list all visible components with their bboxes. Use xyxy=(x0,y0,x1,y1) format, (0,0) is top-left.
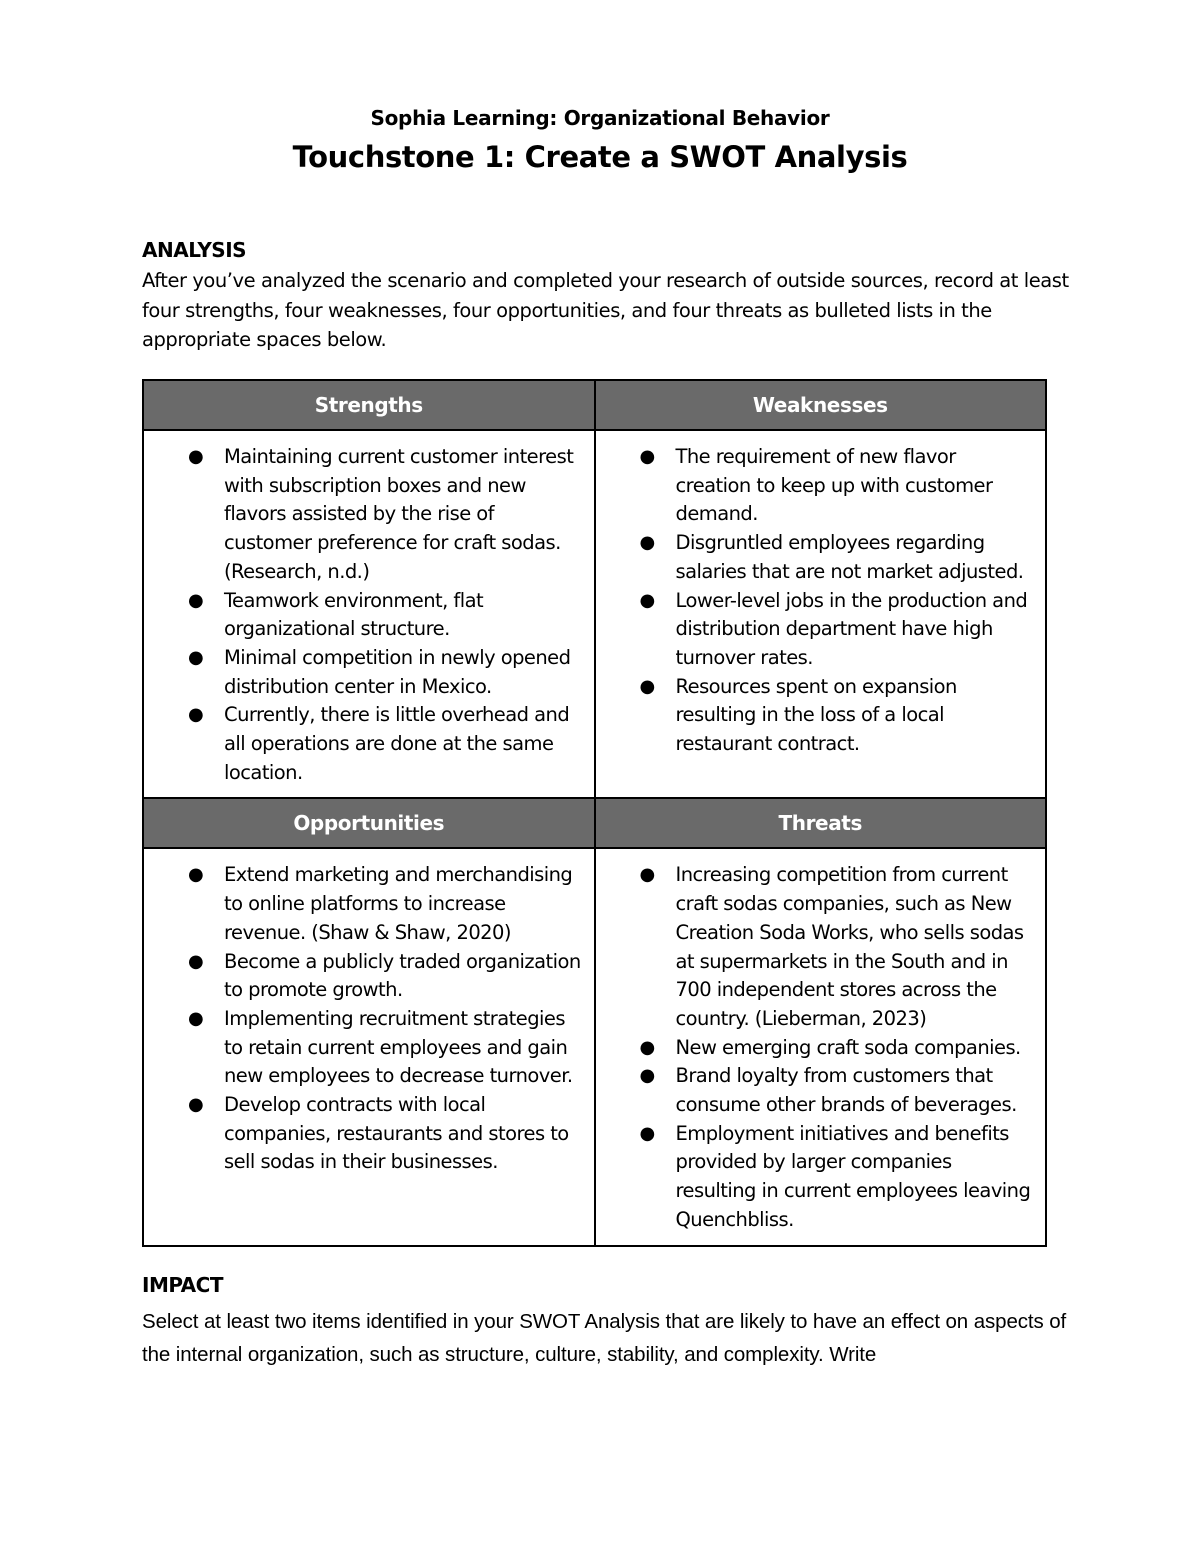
threat-text: Increasing competition from current craft sodas companies, such as New Creation Soda Works, who sells sodas at supermarkets in the South and in 700 independent stores across the country. (Lieberman, 2023) xyxy=(675,863,1024,1030)
opportunities-header: Opportunities xyxy=(143,798,595,848)
weaknesses-header: Weaknesses xyxy=(595,380,1047,430)
threats-cell xyxy=(595,848,1047,1245)
list-item xyxy=(188,1005,584,1091)
list-item xyxy=(188,701,584,787)
weakness-text: Disgruntled employees regarding salaries that are not market adjusted. xyxy=(675,531,1024,583)
list-item xyxy=(639,1120,1036,1235)
bullet-icon: ● xyxy=(639,589,655,611)
strength-text: Minimal competition in newly opened distribution center in Mexico. xyxy=(224,645,571,698)
weaknesses-list xyxy=(596,443,1036,759)
list-item xyxy=(188,644,584,701)
bullet-icon: ● xyxy=(639,1122,655,1144)
list-item xyxy=(639,529,1036,586)
bullet-icon: ● xyxy=(188,950,204,972)
bullet-icon: ● xyxy=(639,532,655,554)
bullet-icon: ● xyxy=(188,646,204,668)
bullet-icon: ● xyxy=(639,864,655,886)
document-title: Touchstone 1: Create a SWOT Analysis xyxy=(292,140,908,174)
threat-text: Employment initiatives and benefits provided by larger companies resulting in current employees leaving Quenchbliss. xyxy=(675,1121,1031,1231)
opportunity-text: Develop contracts with local companies, restaurants and stores to sell sodas in their businesses. xyxy=(224,1093,569,1174)
threat-text: New emerging craft soda companies. xyxy=(675,1035,1021,1059)
threat-text: Brand loyalty from customers that consume other brands of beverages. xyxy=(675,1064,1017,1117)
list-item xyxy=(188,948,584,1005)
list-item xyxy=(188,861,584,947)
strength-text: Currently, there is little overhead and all operations are done at the same location. xyxy=(224,703,570,784)
bullet-icon: ● xyxy=(639,446,655,467)
opportunity-text: Become a publicly traded organization to promote growth. xyxy=(224,949,581,1002)
opportunity-text: Implementing recruitment strategies to retain current employees and gain new employees to decrease turnover. xyxy=(224,1006,573,1088)
impact-heading: IMPACT xyxy=(142,1273,223,1297)
weakness-text: The requirement of new flavor creation to keep up with customer demand. xyxy=(675,445,993,526)
analysis-heading: ANALYSIS xyxy=(142,238,247,262)
list-item xyxy=(639,861,1036,1033)
bullet-icon: ● xyxy=(188,704,204,726)
opportunities-list xyxy=(144,861,584,1177)
opportunities-cell xyxy=(143,848,595,1245)
strength-text: Teamwork environment, flat organizational structure. xyxy=(224,588,484,641)
bullet-icon: ● xyxy=(188,864,204,886)
weakness-text: Resources spent on expansion resulting in the loss of a local restaurant contract. xyxy=(675,674,957,756)
analysis-instructions: After you’ve analyzed the scenario and completed your research of outside sources, record at least four strengths, four weaknesses, four opportunities, and four threats as bulleted lists in the appropriate spaces below. xyxy=(142,269,1069,351)
bullet-icon: ● xyxy=(639,1065,655,1087)
bullet-icon: ● xyxy=(188,1007,204,1029)
threats-list xyxy=(596,861,1036,1234)
course-name: Sophia Learning: Organizational Behavior xyxy=(370,106,830,130)
list-item xyxy=(188,587,584,644)
strengths-header: Strengths xyxy=(143,380,595,430)
bullet-icon: ● xyxy=(188,1094,204,1116)
list-item xyxy=(639,1062,1036,1119)
bullet-icon: ● xyxy=(188,446,204,467)
strengths-list xyxy=(144,443,584,787)
list-item xyxy=(188,443,584,587)
swot-table xyxy=(142,379,1047,1247)
list-item xyxy=(188,1091,584,1177)
strengths-cell xyxy=(143,430,595,798)
strength-text: Maintaining current customer interest with subscription boxes and new flavors assisted by the rise of customer preference for craft sodas. (Research, n.d.) xyxy=(224,445,574,583)
bullet-icon: ● xyxy=(639,675,655,697)
list-item xyxy=(639,673,1036,759)
weaknesses-cell xyxy=(595,430,1047,798)
impact-instructions: Select at least two items identified in your SWOT Analysis that are likely to have an effect on aspects of the internal organization, such as structure, culture, stability, and complexity. Write xyxy=(142,1310,1067,1366)
opportunity-text: Extend marketing and merchandising to online platforms to increase revenue. (Shaw & Shaw, 2020) xyxy=(224,863,573,944)
threats-header: Threats xyxy=(595,798,1047,848)
bullet-icon: ● xyxy=(639,1036,655,1058)
list-item xyxy=(639,587,1036,673)
list-item xyxy=(639,1034,1036,1063)
list-item xyxy=(639,443,1036,529)
weakness-text: Lower-level jobs in the production and distribution department have high turnover rates. xyxy=(675,588,1028,669)
bullet-icon: ● xyxy=(188,589,204,611)
